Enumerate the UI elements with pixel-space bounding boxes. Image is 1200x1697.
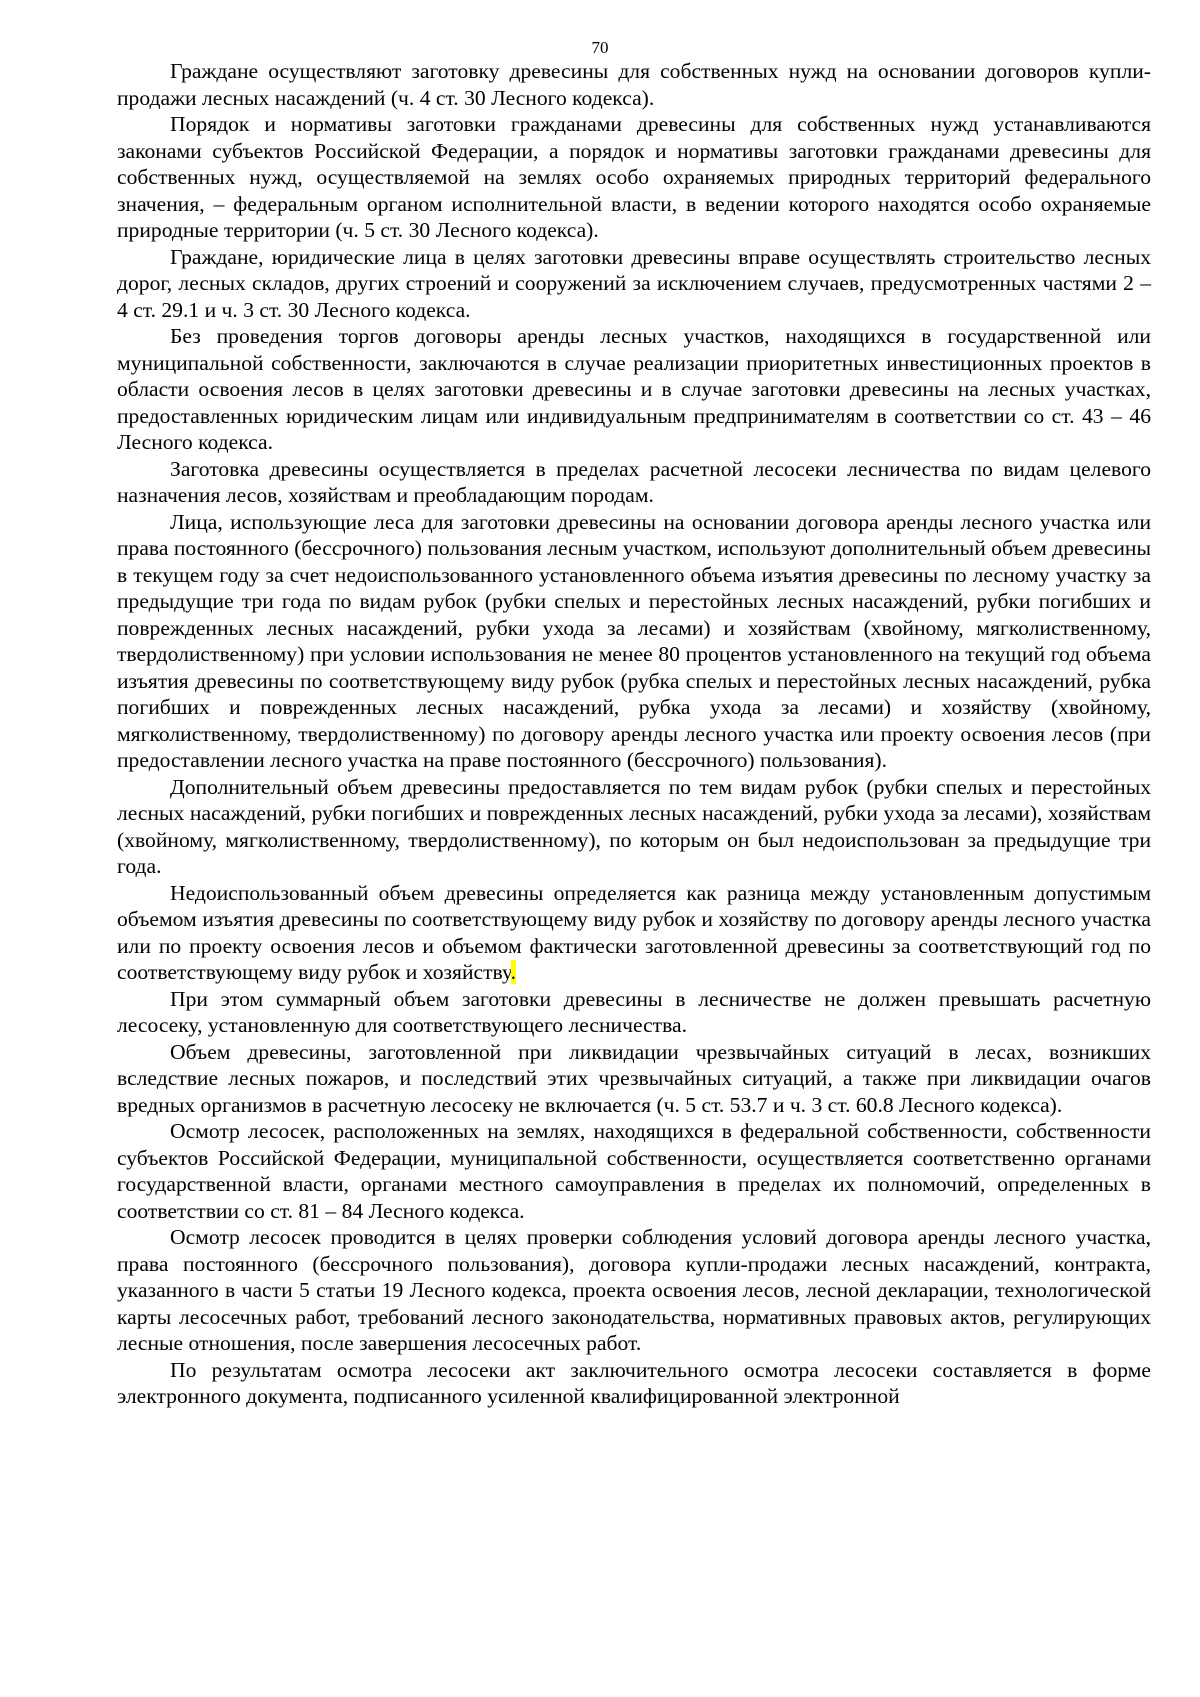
paragraph-7: Дополнительный объем древесины предоставляется по тем видам рубок (рубки спелых и перестойных лесных насаждений, рубки погибших и поврежденных лесных насаждений, рубки ухода за лесами), хозяйствам (хвойному, мягколиственному, твердолиственному), по которым он был недоиспользован за предыдущие три года. [117,774,1151,878]
paragraph-10: Объем древесины, заготовленной при ликвидации чрезвычайных ситуаций в лесах, возникших вследствие лесных пожаров, и последствий этих чрезвычайных ситуаций, а также при ликвидации очагов вредных организмов в расчетную лесосеку не включается (ч. 5 ст. 53.7 и ч. 3 ст. 60.8 Лесного кодекса). [117,1039,1151,1117]
paragraph-3: Граждане, юридические лица в целях заготовки древесины вправе осуществлять строительство лесных дорог, лесных складов, других строений и сооружений за исключением случаев, предусмотренных частями 2 – 4 ст. 29.1 и ч. 3 ст. 30 Лесного кодекса. [117,244,1151,322]
paragraph-11: Осмотр лесосек, расположенных на землях, находящихся в федеральной собственности, собственности субъектов Российской Федерации, муниципальной собственности, осуществляется соответственно органами государственной власти, органами местного самоуправления в пределах их полномочий, определенных в соответствии со ст. 81 – 84 Лесного кодекса. [117,1119,1151,1223]
document-body [117,58,1151,1410]
paragraph-4: Без проведения торгов договоры аренды лесных участков, находящихся в государственной или муниципальной собственности, заключаются в случае реализации приоритетных инвестиционных проектов в области освоения лесов в целях заготовки древесины и в случае заготовки древесины на лесных участках, предоставленных юридическим лицам или индивидуальным предпринимателям в соответствии со ст. 43 – 46 Лесного кодекса. [117,324,1151,454]
paragraph-5: Заготовка древесины осуществляется в пределах расчетной лесосеки лесничества по видам целевого назначения лесов, хозяйствам и преобладающим породам. [117,456,1151,507]
paragraph-1: Граждане осуществляют заготовку древесины для собственных нужд на основании договоров купли-продажи лесных насаждений (ч. 4 ст. 30 Лесного кодекса). [117,59,1151,110]
paragraph-13: По результатам осмотра лесосеки акт заключительного осмотра лесосеки составляется в форме электронного документа, подписанного усиленной квалифицированной электронной [117,1357,1151,1408]
paragraph-9: При этом суммарный объем заготовки древесины в лесничестве не должен превышать расчетную лесосеку, установленную для соответствующего лесничества. [117,986,1151,1037]
paragraph-8-text: Недоиспользованный объем древесины определяется как разница между установленным допустимым объемом изъятия древесины по соответствующему виду рубок и хозяйству по договору аренды лесного участка или по проекту освоения лесов и объемом фактически заготовленной древесины за соответствующий год по соответствующему виду рубок и хозяйству [117,880,1151,984]
paragraph-6: Лица, использующие леса для заготовки древесины на основании договора аренды лесного участка или права постоянного (бессрочного) пользования лесным участком, используют дополнительный объем древесины в текущем году за счет недоиспользованного установленного объема изъятия древесины по лесному участку за предыдущие три года по видам рубок (рубки спелых и перестойных лесных насаждений, рубки погибших и поврежденных лесных насаждений, рубки ухода за лесами) и хозяйствам (хвойному, мягколиственному, твердолиственному) при условии использования не менее 80 процентов установленного на текущий год объема изъятия древесины по соответствующему виду рубок (рубка спелых и перестойных лесных насаждений, рубка погибших и поврежденных лесных насаждений, рубка ухода за лесами) и хозяйству (хвойному, мягколиственному, твердолиственному) по договору аренды лесного участка или проекту освоения лесов (при предоставлении лесного участка на праве постоянного (бессрочного) пользования). [117,509,1151,772]
paragraph-12: Осмотр лесосек проводится в целях проверки соблюдения условий договора аренды лесного участка, права постоянного (бессрочного пользования), договора купли-продажи лесных насаждений, контракта, указанного в части 5 статьи 19 Лесного кодекса, проекта освоения лесов, лесной декларации, технологической карты лесосечных работ, требований лесного законодательства, нормативных правовых актов, регулирующих лесные отношения, после завершения лесосечных работ. [117,1225,1151,1355]
highlighted-period: . [510,960,517,984]
paragraph-2: Порядок и нормативы заготовки гражданами древесины для собственных нужд устанавливаются законами субъектов Российской Федерации, а порядок и нормативы заготовки гражданами древесины для собственных нужд, осуществляемой на землях особо охраняемых природных территорий федерального значения, – федеральным органом исполнительной власти, в ведении которого находятся особо охраняемые природные территории (ч. 5 ст. 30 Лесного кодекса). [117,112,1151,242]
paragraph-8 [117,880,1151,986]
page-number: 70 [591,38,609,57]
